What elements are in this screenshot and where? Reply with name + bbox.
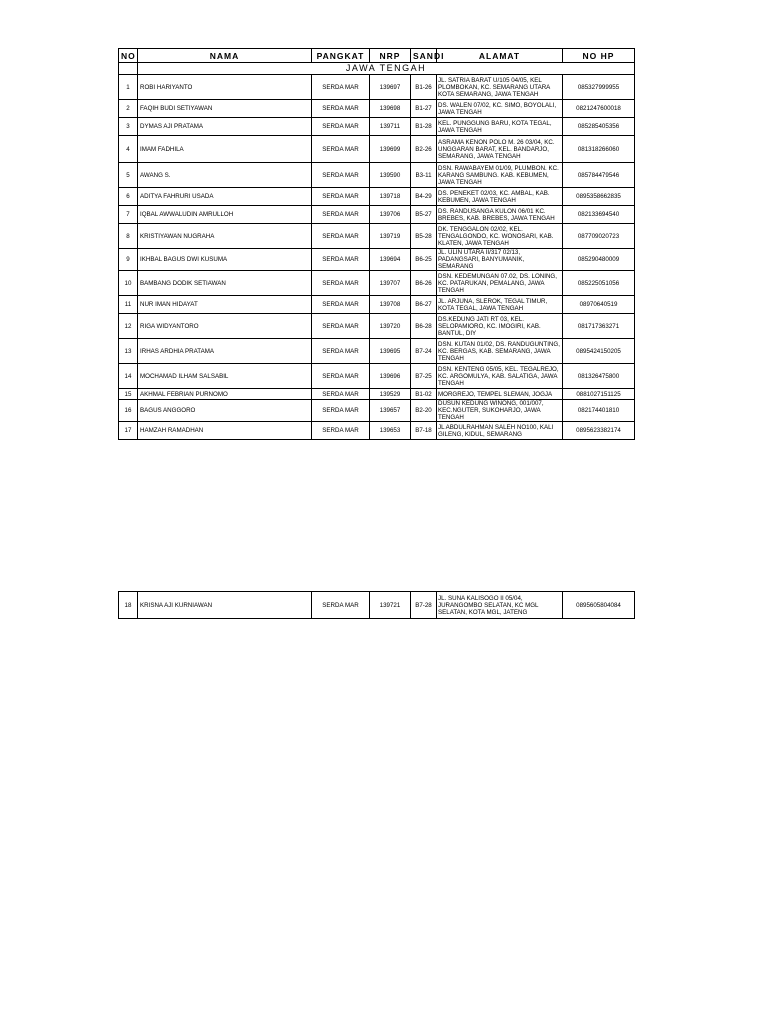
cell-hp: 08970640519	[563, 296, 635, 314]
cell-pangkat: SERDA MAR	[312, 314, 370, 339]
personnel-table	[118, 48, 635, 440]
cell-sandi: B7-25	[411, 364, 437, 389]
cell-no: 2	[119, 100, 138, 118]
table-row	[119, 339, 635, 364]
cell-alamat: DS. PENEKET 02/03, KC. AMBAL, KAB. KEBUMEN, JAWA TENGAH	[437, 188, 563, 206]
table-row	[119, 224, 635, 249]
header-row	[119, 49, 635, 63]
cell-no: 15	[119, 389, 138, 400]
cell-nama: IKHBAL BAGUS DWI KUSUMA	[138, 249, 312, 271]
cell-hp: 085784479546	[563, 163, 635, 188]
cell-no: 6	[119, 188, 138, 206]
cell-sandi: B1-26	[411, 75, 437, 100]
cell-hp: 085225051056	[563, 271, 635, 296]
cell-no: 4	[119, 136, 138, 163]
cell-hp: 0895424150205	[563, 339, 635, 364]
cell-alamat: DSN. KUTAN 01/02, DS. RANDUGUNTING, KC. BERGAS, KAB. SEMARANG, JAWA TENGAH	[437, 339, 563, 364]
cell-no: 10	[119, 271, 138, 296]
header-pangkat: PANGKAT	[312, 49, 370, 63]
cell-no: 1	[119, 75, 138, 100]
cell-no: 14	[119, 364, 138, 389]
table-row	[119, 422, 635, 440]
cell-alamat: JL. ARJUNA, SLEROK, TEGAL TIMUR, KOTA TEGAL, JAWA TENGAH	[437, 296, 563, 314]
cell-no: 17	[119, 422, 138, 440]
cell-sandi: B7-18	[411, 422, 437, 440]
cell-pangkat: SERDA MAR	[312, 100, 370, 118]
cell-nrp: 139708	[370, 296, 411, 314]
cell-pangkat: SERDA MAR	[312, 389, 370, 400]
personnel-table-continued	[118, 591, 635, 619]
cell-hp: 085327999955	[563, 75, 635, 100]
header-no: NO	[119, 49, 138, 63]
region-spacer	[119, 63, 138, 75]
cell-nrp: 139719	[370, 224, 411, 249]
cell-alamat: ASRAMA KENON POLO M. 26 03/04, KC. UNGGARAN BARAT, KEL. BANDARJO, SEMARANG, JAWA TENGAH	[437, 136, 563, 163]
cell-pangkat: SERDA MAR	[312, 206, 370, 224]
cell-nrp: 139653	[370, 422, 411, 440]
cell-pangkat: SERDA MAR	[312, 75, 370, 100]
cell-nama: NUR IMAN HIDAYAT	[138, 296, 312, 314]
cell-alamat: DUSUN KEDUNG WINONG, 001/007, KEC.NGUTER, SUKOHARJO, JAWA TENGAH	[437, 400, 563, 422]
cell-nrp: 139706	[370, 206, 411, 224]
cell-hp: 0895605804084	[563, 592, 635, 619]
cell-hp: 085285405356	[563, 118, 635, 136]
cell-nama: AWANG S.	[138, 163, 312, 188]
cell-no: 3	[119, 118, 138, 136]
header-hp: NO HP	[563, 49, 635, 63]
cell-alamat: JL. SATRIA BARAT U/105 04/05, KEL PLOMBOKAN, KC. SEMARANG UTARA KOTA SEMARANG, JAWA TENGAH	[437, 75, 563, 100]
cell-sandi: B4-29	[411, 188, 437, 206]
header-nama: NAMA	[138, 49, 312, 63]
cell-sandi: B7-24	[411, 339, 437, 364]
table-row	[119, 364, 635, 389]
cell-pangkat: SERDA MAR	[312, 118, 370, 136]
cell-nrp: 139697	[370, 75, 411, 100]
cell-pangkat: SERDA MAR	[312, 296, 370, 314]
cell-sandi: B5-27	[411, 206, 437, 224]
cell-sandi: B2-26	[411, 136, 437, 163]
cell-no: 5	[119, 163, 138, 188]
table-row	[119, 136, 635, 163]
cell-nrp: 139695	[370, 339, 411, 364]
cell-nama: AKHMAL FEBRIAN PURNOMO	[138, 389, 312, 400]
header-nrp: NRP	[370, 49, 411, 63]
cell-nama: HAMZAH RAMADHAN	[138, 422, 312, 440]
table-row	[119, 206, 635, 224]
cell-nrp: 139721	[370, 592, 411, 619]
cell-nrp: 139529	[370, 389, 411, 400]
cell-nama: ROBI HARIYANTO	[138, 75, 312, 100]
cell-alamat: DSN. RAWABAYEM 01/09, PLUMBON. KC. KARANG SAMBUNG. KAB. KEBUMEN, JAWA TENGAH	[437, 163, 563, 188]
table-row	[119, 389, 635, 400]
cell-hp: 087709020723	[563, 224, 635, 249]
cell-nama: IMAM FADHILA	[138, 136, 312, 163]
cell-alamat: KEL. PUNGGUNG BARU, KOTA TEGAL, JAWA TENGAH	[437, 118, 563, 136]
cell-sandi: B1-28	[411, 118, 437, 136]
cell-no: 13	[119, 339, 138, 364]
cell-pangkat: SERDA MAR	[312, 224, 370, 249]
cell-pangkat: SERDA MAR	[312, 249, 370, 271]
header-sandi: SANDI	[411, 49, 437, 63]
cell-sandi: B6-25	[411, 249, 437, 271]
cell-sandi: B6-27	[411, 296, 437, 314]
cell-pangkat: SERDA MAR	[312, 364, 370, 389]
cell-alamat: DSN. KENTENG 05/05, KEL. TEGALREJO, KC. ARGOMULYA, KAB. SALATIGA, JAWA TENGAH	[437, 364, 563, 389]
table-row	[119, 100, 635, 118]
cell-sandi: B5-28	[411, 224, 437, 249]
cell-no: 18	[119, 592, 138, 619]
cell-nama: KRISTIYAWAN NUGRAHA	[138, 224, 312, 249]
cell-nama: BAMBANG DODIK SETIAWAN	[138, 271, 312, 296]
cell-hp: 0821247600018	[563, 100, 635, 118]
table-row	[119, 296, 635, 314]
cell-nrp: 139590	[370, 163, 411, 188]
cell-no: 7	[119, 206, 138, 224]
cell-nrp: 139694	[370, 249, 411, 271]
cell-nama: DYMAS AJI PRATAMA	[138, 118, 312, 136]
cell-hp: 082174401810	[563, 400, 635, 422]
cell-alamat: DSN. KEDEMUNGAN 07.02, DS. LONING, KC. PATARUKAN, PEMALANG, JAWA TENGAH	[437, 271, 563, 296]
table-row	[119, 592, 635, 619]
cell-alamat: JL. SUNA KALISOGO II 05/04, JURANGOMBO SELATAN, KC MGL SELATAN, KOTA MGL, JATENG	[437, 592, 563, 619]
cell-nrp: 139711	[370, 118, 411, 136]
cell-nama: ADITYA FAHRURI USADA	[138, 188, 312, 206]
cell-sandi: B6-28	[411, 314, 437, 339]
cell-nama: RIGA WIDYANTORO	[138, 314, 312, 339]
cell-no: 8	[119, 224, 138, 249]
cell-no: 11	[119, 296, 138, 314]
cell-nama: KRISNA AJI KURNIAWAN	[138, 592, 312, 619]
table-row	[119, 400, 635, 422]
cell-hp: 0881027151125	[563, 389, 635, 400]
cell-alamat: DS. RANDUSANGA KULON 06/01 KC. BREBES, KAB. BREBES, JAWA TENGAH	[437, 206, 563, 224]
cell-nama: MOCHAMAD ILHAM SALSABIL	[138, 364, 312, 389]
cell-hp: 0895623382174	[563, 422, 635, 440]
cell-pangkat: SERDA MAR	[312, 188, 370, 206]
cell-pangkat: SERDA MAR	[312, 339, 370, 364]
cell-hp: 081326475800	[563, 364, 635, 389]
cell-hp: 081318266060	[563, 136, 635, 163]
cell-hp: 085290480009	[563, 249, 635, 271]
cell-pangkat: SERDA MAR	[312, 136, 370, 163]
cell-nama: IRHAS ARDHIA PRATAMA	[138, 339, 312, 364]
table-row	[119, 75, 635, 100]
cell-alamat: DS.KEDUNG JATI RT 03, KEL. SELOPAMIORO, KC. IMOGIRI, KAB. BANTUL, DIY	[437, 314, 563, 339]
cell-nama: IQBAL AWWALUDIN AMRULLOH	[138, 206, 312, 224]
cell-hp: 081717363271	[563, 314, 635, 339]
cell-nrp: 139657	[370, 400, 411, 422]
cell-sandi: B3-11	[411, 163, 437, 188]
cell-alamat: DS. WALEN 07/02, KC. SIMO, BOYOLALI, JAWA TENGAH	[437, 100, 563, 118]
cell-nama: BAGUS ANGGORO	[138, 400, 312, 422]
table-row	[119, 271, 635, 296]
cell-sandi: B1-02	[411, 389, 437, 400]
table-row	[119, 314, 635, 339]
cell-sandi: B1-27	[411, 100, 437, 118]
cell-nrp: 139699	[370, 136, 411, 163]
cell-sandi: B6-26	[411, 271, 437, 296]
region-label: JAWA TENGAH	[138, 63, 635, 75]
cell-alamat: JL ABDULRAHMAN SALEH NO100, KALI GILENG, KIDUL, SEMARANG	[437, 422, 563, 440]
cell-pangkat: SERDA MAR	[312, 400, 370, 422]
cell-hp: 0895358662835	[563, 188, 635, 206]
cell-no: 16	[119, 400, 138, 422]
cell-pangkat: SERDA MAR	[312, 163, 370, 188]
cell-pangkat: SERDA MAR	[312, 592, 370, 619]
cell-pangkat: SERDA MAR	[312, 271, 370, 296]
cell-pangkat: SERDA MAR	[312, 422, 370, 440]
cell-no: 12	[119, 314, 138, 339]
header-alamat: ALAMAT	[437, 49, 563, 63]
cell-alamat: JL. ULIN UTARA II/317 02/13, PADANGSARI, BANYUMANIK, SEMARANG	[437, 249, 563, 271]
table-row	[119, 188, 635, 206]
cell-nrp: 139718	[370, 188, 411, 206]
cell-no: 9	[119, 249, 138, 271]
table-row	[119, 118, 635, 136]
cell-sandi: B2-20	[411, 400, 437, 422]
cell-hp: 082133694540	[563, 206, 635, 224]
cell-nrp: 139707	[370, 271, 411, 296]
cell-nrp: 139698	[370, 100, 411, 118]
table-row	[119, 163, 635, 188]
cell-nrp: 139720	[370, 314, 411, 339]
cell-nrp: 139696	[370, 364, 411, 389]
cell-alamat: MORGREJO, TEMPEL SLEMAN, JOGJA	[437, 389, 563, 400]
cell-sandi: B7-28	[411, 592, 437, 619]
cell-nama: FAQIH BUDI SETIYAWAN	[138, 100, 312, 118]
region-row	[119, 63, 635, 75]
cell-alamat: DK. TENGGALON 02/02, KEL. TENGALGONDO, KC. WONOSARI, KAB. KLATEN, JAWA TENGAH	[437, 224, 563, 249]
table-row	[119, 249, 635, 271]
